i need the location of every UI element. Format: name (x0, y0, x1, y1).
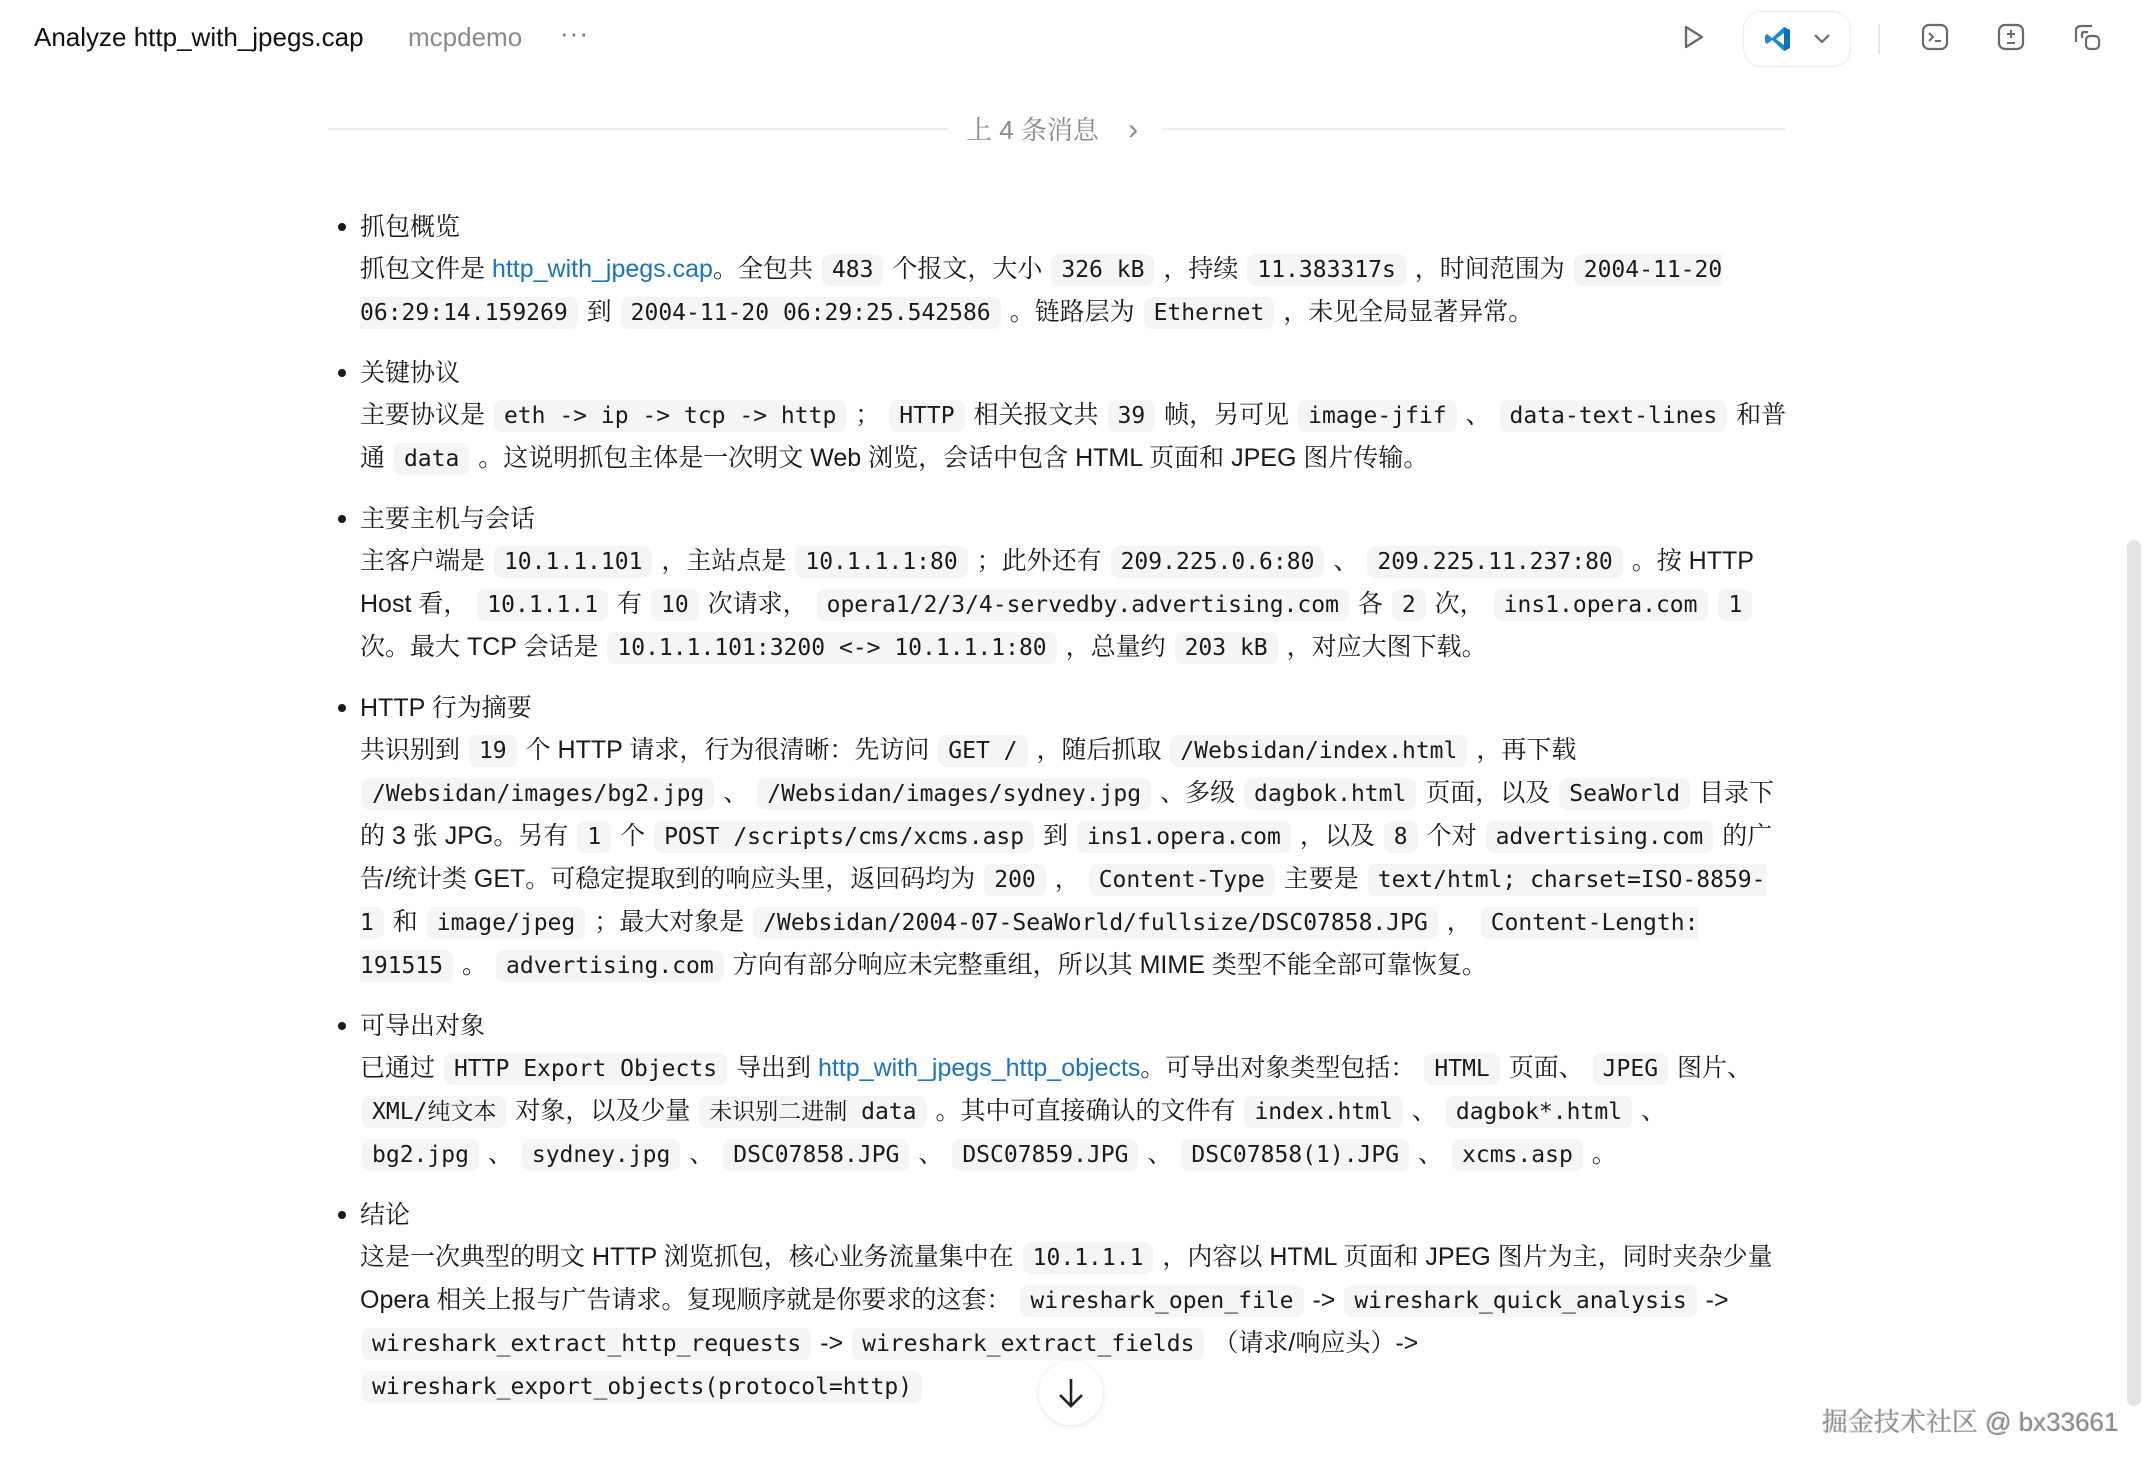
summary-section (330, 687, 1790, 987)
project-name[interactable]: mcpdemo (408, 22, 523, 52)
assistant-message (330, 206, 1790, 1426)
text-run: 。链路层为 (1002, 298, 1142, 326)
inline-code: sydney.jpg (522, 1139, 680, 1171)
text-run: 。全包共 (712, 255, 820, 283)
new-window-button[interactable] (2072, 22, 2102, 52)
text-run: 。 (1584, 1140, 1617, 1168)
text-run: 已通过 (360, 1054, 442, 1082)
inline-code: advertising.com (1486, 821, 1714, 853)
text-run: 、 (1458, 401, 1498, 429)
text-run: ，总量约 (1058, 633, 1173, 661)
inline-code: 10.1.1.1 (1023, 1242, 1154, 1274)
text-run: 目录下的 3 张 JPG。另有 (360, 779, 1774, 850)
inline-code: dagbok.html (1244, 778, 1416, 810)
text-run: 导出到 (729, 1054, 818, 1082)
text-run: 、多级 (1153, 779, 1243, 807)
inline-code: dagbok*.html (1446, 1096, 1632, 1128)
inline-code: 483 (822, 254, 884, 286)
bullet-icon (338, 515, 346, 523)
section-body (360, 394, 1790, 480)
inline-code: 2004-11-20 06:29:25.542586 (621, 297, 1001, 329)
section-body (360, 248, 1790, 334)
text-run: 次。最大 TCP 会话是 (360, 633, 606, 661)
text-run: 的广告/统计类 GET。可稳定提取到的响应头里，返回码均为 (360, 822, 1773, 893)
inline-code: 2 (1392, 589, 1426, 621)
inline-code: 10.1.1.101:3200 <-> 10.1.1.1:80 (607, 632, 1056, 664)
bullet-icon (338, 1022, 346, 1030)
inline-code: /Websidan/images/bg2.jpg (362, 778, 714, 810)
inline-code: GET / (938, 735, 1027, 767)
inline-code: 10 (651, 589, 699, 621)
text-run: 。这说明抓包主体是一次明文 Web 浏览，会话中包含 HTML 页面和 JPEG 图片传输。 (471, 444, 1429, 472)
inline-code: HTML (1424, 1053, 1499, 1085)
inline-code: wireshark_quick_analysis (1344, 1285, 1696, 1317)
inline-code: DSC07859.JPG (952, 1139, 1138, 1171)
scroll-to-bottom-button[interactable] (1039, 1361, 1103, 1425)
text-run: 到 (1036, 822, 1076, 850)
bullet-icon (338, 223, 346, 231)
text-run: 帧，另可见 (1157, 401, 1297, 429)
text-run: 和 (385, 908, 425, 936)
more-options-button[interactable] (560, 18, 589, 49)
text-run: 次请求， (700, 590, 815, 618)
inline-code: eth -> ip -> tcp -> http (494, 400, 846, 432)
text-run: 这是一次典型的明文 HTTP 浏览抓包，核心业务流量集中在 (360, 1243, 1021, 1271)
text-run: -> (813, 1329, 851, 1357)
inline-code: wireshark_extract_fields (852, 1328, 1204, 1360)
text-run: 。其中可直接确认的文件有 (928, 1097, 1243, 1125)
text-run: ，未见全局显著异常。 (1276, 298, 1534, 326)
inline-code: Ethernet (1144, 297, 1275, 329)
bullet-icon (338, 369, 346, 377)
text-run: -> (1698, 1286, 1729, 1314)
text-run: ，对应大图下载。 (1279, 633, 1487, 661)
text-run: 次， (1427, 590, 1492, 618)
inline-code: 209.225.0.6:80 (1111, 546, 1325, 578)
summary-section (330, 1005, 1790, 1176)
summary-section (330, 352, 1790, 480)
text-run: 图片、 (1670, 1054, 1753, 1082)
file-link[interactable]: http_with_jpegs.cap (491, 255, 713, 283)
text-run: 。 (455, 951, 494, 979)
terminal-button[interactable] (1920, 22, 1950, 52)
inline-code: 19 (469, 735, 517, 767)
text-run: ；此外还有 (969, 547, 1109, 575)
text-run: 相关报文共 (966, 401, 1106, 429)
chevron-down-icon (1812, 31, 1832, 47)
file-link[interactable]: http_with_jpegs_http_objects (817, 1054, 1141, 1082)
text-run (1710, 590, 1717, 618)
inline-code: 326 kB (1051, 254, 1154, 286)
text-run: 共识别到 (360, 736, 467, 764)
inline-code: Content-Length: 191515 (360, 907, 1698, 982)
text-run: ； (848, 401, 888, 429)
inline-code: xcms.asp (1452, 1139, 1583, 1171)
text-run: 和普通 (360, 401, 1787, 472)
text-run: 、 (1634, 1097, 1666, 1125)
text-run: 个报文，大小 (885, 255, 1050, 283)
section-heading: 关键协议 (360, 359, 461, 387)
inline-code: DSC07858.JPG (723, 1139, 909, 1171)
open-in-editor-dropdown[interactable] (1743, 11, 1851, 67)
text-run: ，内容以 HTML 页面和 JPEG 图片为主，同时夹杂少量 Opera 相关上报与广告请求。复现顺序就是你要求的这套： (360, 1243, 1773, 1314)
text-run: （请求/响应头）-> (1206, 1329, 1419, 1357)
text-run: -> (1305, 1286, 1343, 1314)
text-run: 、 (716, 779, 756, 807)
section-heading: 抓包概览 (360, 213, 461, 241)
text-run: ，以及 (1292, 822, 1382, 850)
conversation-title: Analyze http_with_jpegs.cap (34, 22, 364, 52)
inline-code: wireshark_export_objects(protocol=http) (362, 1371, 922, 1403)
previous-messages-toggle[interactable] (966, 110, 1138, 147)
text-run: 主客户端是 (360, 547, 492, 575)
inline-code: opera1/2/3/4-servedby.advertising.com (817, 589, 1349, 621)
inline-code: image-jfif (1298, 400, 1456, 432)
text-run: 对象，以及少量 (508, 1097, 698, 1125)
section-body (360, 540, 1790, 669)
text-run: 、 (1140, 1140, 1180, 1168)
inline-code: SeaWorld (1559, 778, 1690, 810)
text-run: 个 (613, 822, 653, 850)
text-run: ，持续 (1156, 255, 1246, 283)
inline-code: text/html; charset=ISO-8859-1 (360, 864, 1766, 939)
inline-code: 2004-11-20 06:29:14.159269 (360, 254, 1722, 329)
inline-code: Content-Type (1089, 864, 1275, 896)
text-run: 页面，以及 (1418, 779, 1558, 807)
text-run: 、 (911, 1140, 951, 1168)
text-run: 、 (682, 1140, 722, 1168)
toolbar-separator (1878, 24, 1880, 54)
inline-code: ins1.opera.com (1077, 821, 1291, 853)
text-run: 、 (1411, 1140, 1451, 1168)
text-run: 、 (1404, 1097, 1444, 1125)
inline-code: data (394, 443, 469, 475)
inline-code: HTTP (889, 400, 964, 432)
inline-code: 8 (1384, 821, 1418, 853)
inline-code: 200 (984, 864, 1046, 896)
inline-code: 10.1.1.101 (494, 546, 652, 578)
vertical-scrollbar[interactable] (2127, 540, 2141, 1406)
inline-code: 209.225.11.237:80 (1367, 546, 1622, 578)
text-run: ，随后抓取 (1029, 736, 1169, 764)
top-bar (0, 0, 2142, 78)
inline-code: data-text-lines (1500, 400, 1728, 432)
section-heading: 结论 (360, 1201, 411, 1229)
text-run: 。按 HTTP Host 看， (360, 547, 1754, 618)
inline-code: /Websidan/images/sydney.jpg (757, 778, 1151, 810)
inline-code: bg2.jpg (362, 1139, 479, 1171)
inline-code: ins1.opera.com (1494, 589, 1708, 621)
watermark: 掘金技术社区 @ bx33661 (1822, 1407, 2119, 1437)
section-heading: 可导出对象 (360, 1012, 486, 1040)
chevron-right-icon: › (1128, 113, 1139, 146)
previous-messages-label: 上 4 条消息 (966, 115, 1099, 145)
text-run: 到 (579, 298, 619, 326)
text-run: ， (1047, 865, 1087, 893)
text-run: 页面、 (1501, 1054, 1591, 1082)
inline-code: 11.383317s (1247, 254, 1405, 286)
inline-code: /Websidan/2004-07-SeaWorld/fullsize/DSC07858.JPG (753, 907, 1438, 939)
divider-line-left (328, 128, 948, 130)
bullet-icon (338, 704, 346, 712)
inline-code: advertising.com (496, 950, 724, 982)
inline-code: wireshark_extract_http_requests (362, 1328, 811, 1360)
text-run: ，主站点是 (654, 547, 794, 575)
section-heading: HTTP 行为摘要 (360, 694, 532, 722)
text-run: 、 (480, 1140, 520, 1168)
text-run: 个对 (1419, 822, 1484, 850)
text-run: ；最大对象是 (587, 908, 752, 936)
diff-icon (1996, 22, 2026, 52)
inline-code: image/jpeg (427, 907, 585, 939)
text-run: 主要是 (1276, 865, 1366, 893)
vscode-icon (1764, 25, 1792, 53)
inline-code: 39 (1108, 400, 1156, 432)
inline-code: 10.1.1.1:80 (795, 546, 967, 578)
section-body (360, 1047, 1790, 1176)
inline-code: DSC07858(1).JPG (1181, 1139, 1409, 1171)
inline-code: /Websidan/index.html (1170, 735, 1467, 767)
text-run: 抓包文件是 (360, 255, 492, 283)
diff-button[interactable] (1996, 22, 2026, 52)
summary-section (330, 206, 1790, 334)
inline-code: 未识别二进制 data (699, 1096, 926, 1128)
section-heading: 主要主机与会话 (360, 505, 536, 533)
inline-code: wireshark_open_file (1020, 1285, 1303, 1317)
text-run: 个 HTTP 请求，行为很清晰：先访问 (518, 736, 937, 764)
text-run: ，时间范围为 (1407, 255, 1572, 283)
ellipsis-icon: ··· (560, 18, 589, 48)
copy-window-icon (2072, 22, 2102, 52)
text-run: 、 (1326, 547, 1366, 575)
text-run: 主要协议是 (360, 401, 492, 429)
text-run: ， (1439, 908, 1479, 936)
text-run: ，再下载 (1469, 736, 1577, 764)
inline-code: 1 (577, 821, 611, 853)
inline-code: 203 kB (1175, 632, 1278, 664)
divider-line-right (1163, 128, 1785, 130)
text-run: 有 (610, 590, 649, 618)
terminal-icon (1920, 22, 1950, 52)
text-run: 。可导出对象类型包括： (1140, 1054, 1423, 1082)
text-run: 各 (1350, 590, 1390, 618)
bullet-icon (338, 1211, 346, 1219)
inline-code: POST /scripts/cms/xcms.asp (654, 821, 1034, 853)
play-icon (1678, 22, 1708, 52)
inline-code: XML/纯文本 (362, 1096, 506, 1128)
text-run: 方向有部分响应未完整重组，所以其 MIME 类型不能全部可靠恢复。 (725, 951, 1487, 979)
summary-section (330, 498, 1790, 669)
section-body (360, 729, 1790, 987)
run-button[interactable] (1678, 22, 1708, 52)
arrow-down-icon (1056, 1376, 1086, 1410)
inline-code: HTTP Export Objects (444, 1053, 727, 1085)
inline-code: 1 (1718, 589, 1752, 621)
inline-code: JPEG (1593, 1053, 1668, 1085)
inline-code: index.html (1244, 1096, 1402, 1128)
inline-code: 10.1.1.1 (477, 589, 608, 621)
